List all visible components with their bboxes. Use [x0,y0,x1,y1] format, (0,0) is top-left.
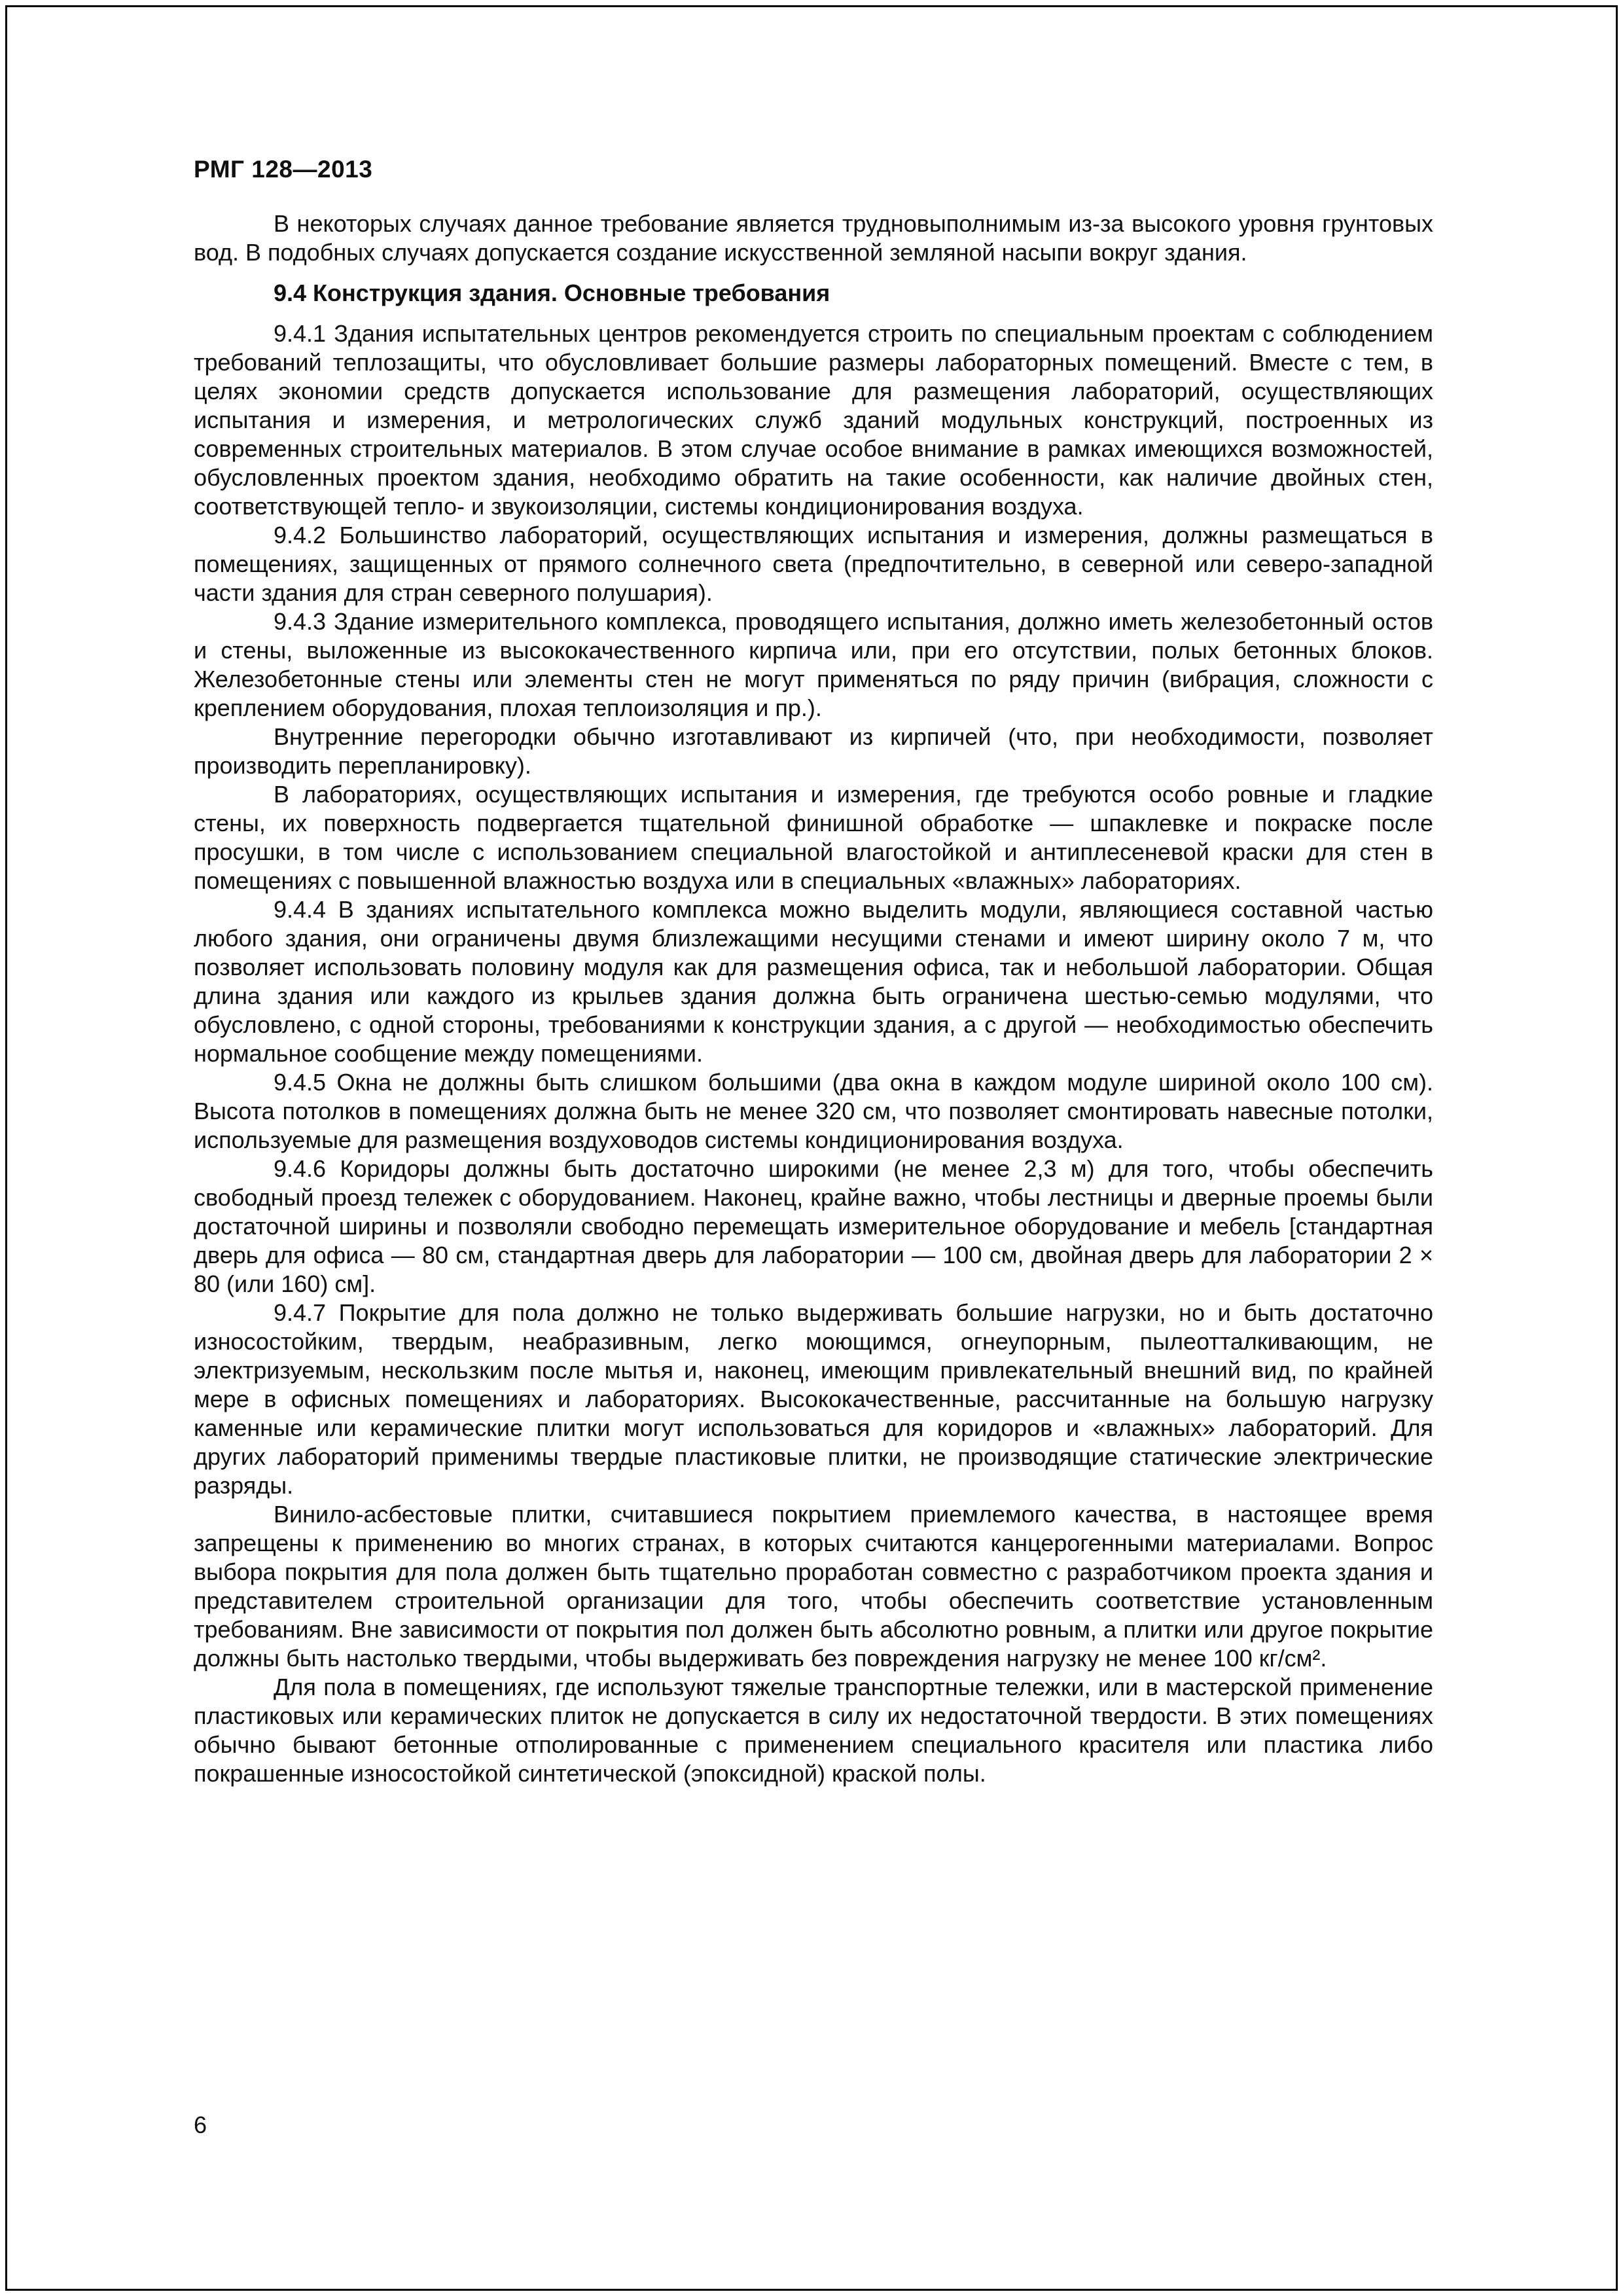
paragraph-heavy-trolleys-floor: Для пола в помещениях, где используют тяжелые транспортные тележки, или в мастерской применение пластиковых или керамических плиток не допускается в силу их недостаточной твердости. В этих помещениях обычно бывают бетонные отполированные с применением специального красителя или пластика либо покрашенные износостойкой синтетической (эпоксидной) краской полы. [194,1674,1433,1787]
paragraph-lab-walls: В лабораториях, осуществляющих испытания и измерения, где требуются особо ровные и гладкие стены, их поверхность подвергается тщательной финишной обработке — шпаклевке и покраске после просушки, в том числе с использованием специальной влагостойкой и антиплесеневой краски для стен в помещениях с повышенной влажностью воздуха или в специальных «влажных» лабораториях. [194,781,1433,894]
paragraph-vinyl-asbestos: Винило-асбестовые плитки, считавшиеся покрытием приемлемого качества, в настоящее время запрещены к применению во многих странах, в которых считаются канцерогенными материалами. Вопрос выбора покрытия для пола должен быть тщательно проработан совместно с разработчиком проекта здания и представителем строительной организации для того, чтобы обеспечить соответствие установленным требованиям. Вне зависимости от покрытия пол должен быть абсолютно ровным, а плитки или другое покрытие должны быть настолько твердыми, чтобы выдерживать без повреждения нагрузку не менее 100 кг/см². [194,1501,1433,1672]
paragraph-intro: В некоторых случаях данное требование является трудновыполнимым из-за высокого уровня грунтовых вод. В подобных случаях допускается создание искусственной земляной насыпи вокруг здания. [194,210,1433,266]
section-heading-9-4: 9.4 Конструкция здания. Основные требования [274,279,830,306]
paragraph-9-4-1: 9.4.1 Здания испытательных центров рекомендуется строить по специальным проектам с соблюдением требований теплозащиты, что обусловливает большие размеры лабораторных помещений. Вместе с тем, в целях экономии средств допускается использование для размещения лабораторий, осуществляющих испытания и измерения, и метрологических служб зданий модульных конструкций, построенных из современных строительных материалов. В этом случае особое внимание в рамках имеющихся возможностей, обусловленных проектом здания, необходимо обратить на такие особенности, как наличие двойных стен, соответствующей тепло- и звукоизоляции, системы кондиционирования воздуха. [194,320,1433,520]
page-number: 6 [194,2111,207,2138]
document-code-header: РМГ 128—2013 [194,156,373,183]
paragraph-9-4-6: 9.4.6 Коридоры должны быть достаточно широкими (не менее 2,3 м) для того, чтобы обеспечить свободный проезд тележек с оборудованием. Наконец, крайне важно, чтобы лестницы и дверные проемы были достаточной ширины и позволяли свободно перемещать измерительное оборудование и мебель [стандартная дверь для офиса — 80 см, стандартная дверь для лаборатории — 100 см, двойная дверь для лаборатории 2 × 80 (или 160) см]. [194,1155,1433,1297]
paragraph-9-4-4: 9.4.4 В зданиях испытательного комплекса можно выделить модули, являющиеся составной частью любого здания, они ограничены двумя близлежащими несущими стенами и имеют ширину около 7 м, что позволяет использовать половину модуля как для размещения офиса, так и небольшой лаборатории. Общая длина здания или каждого из крыльев здания должна быть ограничена шестью-семью модулями, что обусловлено, с одной стороны, требованиями к конструкции здания, а с другой — необходимостью обеспечить нормальное сообщение между помещениями. [194,896,1433,1067]
paragraph-9-4-7: 9.4.7 Покрытие для пола должно не только выдерживать большие нагрузки, но и быть достаточно износостойким, твердым, неабразивным, легко моющимся, огнеупорным, пылеотталкивающим, не электризуемым, нескользким после мытья и, наконец, имеющим привлекательный внешний вид, по крайней мере в офисных помещениях и лабораториях. Высококачественные, рассчитанные на большую нагрузку каменные или керамические плитки могут использоваться для коридоров и «влажных» лабораторий. Для других лабораторий применимы твердые пластиковые плитки, не производящие статические электрические разряды. [194,1299,1433,1499]
paragraph-partitions: Внутренние перегородки обычно изготавливают из кирпичей (что, при необходимости, позволяет производить перепланировку). [194,723,1433,779]
paragraph-9-4-3: 9.4.3 Здание измерительного комплекса, проводящего испытания, должно иметь железобетонный остов и стены, выложенные из высококачественного кирпича или, при его отсутствии, полых бетонных блоков. Железобетонные стены или элементы стен не могут применяться по ряду причин (вибрация, сложности с креплением оборудования, плохая теплоизоляция и пр.). [194,608,1433,721]
document-body [194,209,1433,1788]
paragraph-9-4-2: 9.4.2 Большинство лабораторий, осуществляющих испытания и измерения, должны размещаться в помещениях, защищенных от прямого солнечного света (предпочтительно, в северной или северо-западной части здания для стран северного полушария). [194,522,1433,606]
paragraph-9-4-5: 9.4.5 Окна не должны быть слишком большими (два окна в каждом модуле шириной около 100 см). Высота потолков в помещениях должна быть не менее 320 см, что позволяет смонтировать навесные потолки, используемые для размещения воздуховодов системы кондиционирования воздуха. [194,1069,1433,1153]
